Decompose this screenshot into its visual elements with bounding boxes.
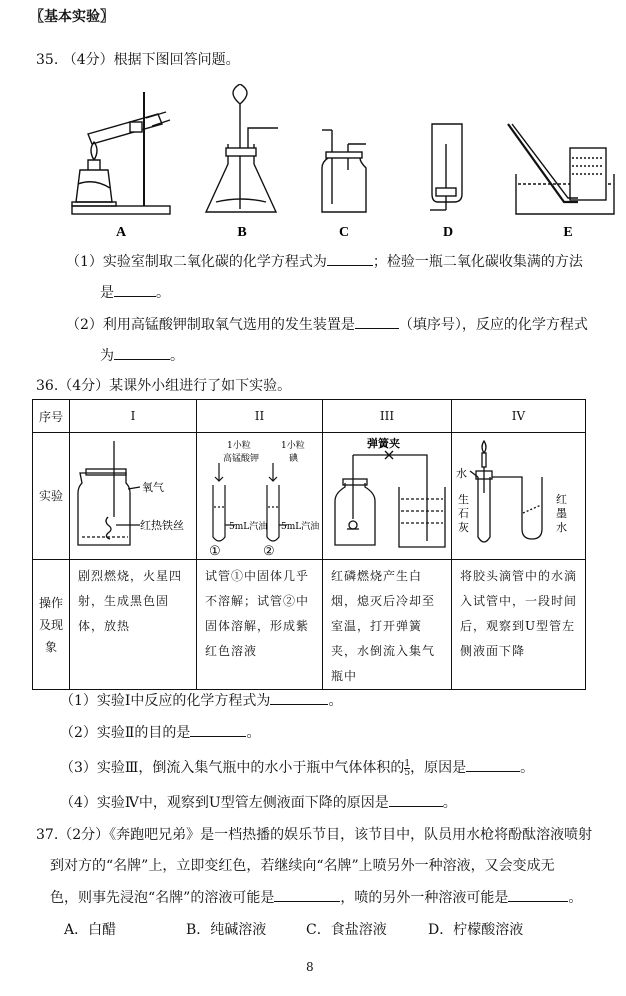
q36-p1-text-b: 。	[328, 693, 343, 709]
section-title: 〖基本实验〗	[30, 9, 114, 25]
exp-2-iodine-label: 碘	[289, 454, 299, 464]
q36-p3-text-a: （3）实验Ⅲ，倒流入集气瓶中的水小于瓶中气体体积的	[60, 760, 405, 776]
q35-part1-line2	[100, 282, 170, 303]
exp-4-lime-label-3: 灰	[458, 521, 469, 534]
header-seq: 序号	[33, 400, 70, 433]
q37-text-c: 。	[568, 890, 583, 906]
q36-stem: 36.（4分）某课外小组进行了如下实验。	[36, 378, 292, 394]
q35-p2-text-c: 为	[100, 348, 114, 364]
row-label-experiment: 实验	[33, 433, 70, 560]
exp-3-phosphorus-figure	[323, 433, 451, 556]
exp-2-figure-cell	[197, 433, 323, 560]
exp-4-lime-water-figure	[452, 433, 585, 556]
answer-blank[interactable]	[114, 345, 170, 360]
answer-blank[interactable]	[274, 887, 340, 902]
exp-1-oxygen-label: 氧气	[142, 481, 164, 494]
exp-4-ink-label-1: 红	[556, 493, 567, 506]
exp-2-kmno4-label: 高锰酸钾	[223, 454, 260, 464]
header-col-2: II	[197, 400, 323, 433]
exp-1-figure-cell	[70, 433, 197, 560]
q36-part1	[60, 690, 342, 711]
row-label-operation	[33, 560, 70, 690]
q37-option-d[interactable]: D．柠檬酸溶液	[428, 922, 524, 938]
answer-blank[interactable]	[355, 314, 399, 329]
q35-part1-line1	[66, 251, 583, 272]
exp-2-oil1-label: 5mL汽油	[229, 522, 268, 532]
q36-p2-text-a: （2）实验Ⅱ的目的是	[60, 725, 191, 741]
q36-p3-text-c: 。	[520, 760, 535, 776]
q35-apparatus-figure	[66, 84, 626, 244]
q35-p1-text-a: （1）实验室制取二氧化碳的化学方程式为	[66, 254, 327, 270]
q37-option-b[interactable]: B．纯碱溶液	[186, 922, 267, 938]
row-label-op-2: 及现	[38, 617, 63, 632]
q35-p2-text-a: （2）利用高锰酸钾制取氧气选用的发生装置是	[66, 317, 355, 333]
answer-blank[interactable]	[190, 722, 246, 737]
q36-part3	[60, 757, 534, 778]
page-number: 8	[306, 960, 314, 974]
label-d: D	[442, 225, 454, 240]
label-e: E	[563, 225, 573, 240]
row-label-op-1: 操作	[38, 595, 63, 610]
header-col-4: IV	[452, 400, 586, 433]
q35-p2-text-b: （填序号），反应的化学方程式	[398, 317, 588, 333]
exp-2-solubility-figure	[197, 433, 322, 556]
exp-2-tube2-number: ②	[263, 544, 275, 556]
exp-2-oil2-label: 5mL汽油	[281, 522, 320, 532]
q36-p3-text-b: ，原因是	[410, 760, 467, 776]
op-cell-3: 红磷燃烧产生白烟，熄灭后冷却至室温，打开弹簧夹，水倒流入集气瓶中	[323, 560, 452, 690]
q35-p1-text-c: 是	[100, 285, 114, 301]
q37-line1: 37.（2分）《奔跑吧兄弟》是一档热播的娱乐节目，该节目中，队员用水枪将酚酞溶液喷射	[36, 827, 593, 843]
q36-p4-text-b: 。	[442, 795, 457, 811]
answer-blank[interactable]	[114, 282, 156, 297]
q37-text-b: ，喷的另外一种溶液可能是	[340, 890, 509, 906]
exp-4-lime-label-2: 石	[458, 507, 469, 520]
exp-4-ink-label-3: 水	[556, 521, 567, 534]
exp-3-figure-cell	[323, 433, 452, 560]
q35-part2-line2	[100, 345, 184, 366]
header-col-3: III	[323, 400, 452, 433]
op-cell-4: 将胶头滴管中的水滴入试管中，一段时间后，观察到U型管左侧液面下降	[452, 560, 586, 690]
header-col-1: I	[70, 400, 197, 433]
label-b: B	[237, 225, 247, 240]
q35-stem: 35. （4分）根据下图回答问题。	[36, 52, 240, 68]
q35-p1-text-d: 。	[156, 285, 170, 301]
q36-part4	[60, 792, 457, 813]
exp-1-iron-burning-figure	[70, 433, 196, 556]
q36-p4-text-a: （4）实验Ⅳ中，观察到U型管左侧液面下降的原因是	[60, 795, 389, 811]
q37-option-a[interactable]: A．白醋	[64, 922, 117, 938]
exp-1-wire-label: 红热铁丝	[140, 519, 184, 532]
q35-p2-text-d: 。	[170, 348, 184, 364]
fraction-numerator: 1	[404, 758, 411, 769]
q37-text-a: 色，则事先浸泡“名牌”的溶液可能是	[50, 890, 275, 906]
q36-part2	[60, 722, 260, 743]
row-label-op-3: 象	[44, 639, 57, 654]
exp-4-lime-label-1: 生	[458, 493, 469, 506]
exp-4-ink-label-2: 墨	[556, 507, 567, 520]
table-row-operation	[33, 560, 586, 690]
op-cell-2: 试管①中固体几乎不溶解；试管②中固体溶解，形成紫红色溶液	[197, 560, 323, 690]
exp-2-small1-label: 1小粒	[227, 441, 251, 451]
fraction-denominator: 5	[404, 767, 411, 778]
q36-experiment-table	[32, 399, 586, 690]
table-header-row	[33, 400, 586, 433]
exp-3-clamp-label: 弹簧夹	[367, 437, 400, 450]
answer-blank[interactable]	[327, 251, 373, 266]
exp-4-figure-cell	[452, 433, 586, 560]
label-c: C	[338, 225, 350, 240]
q35-part2-line1	[66, 314, 588, 335]
q37-line2: 到对方的“名牌”上，立即变红色，若继续向“名牌”上喷另外一种溶液，又会变成无	[50, 858, 555, 874]
q36-p1-text-a: （1）实验Ⅰ中反应的化学方程式为	[60, 693, 271, 709]
q35-p1-text-b: ；检验一瓶二氧化碳收集满的方法	[372, 254, 583, 270]
answer-blank[interactable]	[466, 757, 520, 772]
q37-line3	[50, 887, 582, 908]
op-cell-1: 剧烈燃烧，火星四射，生成黑色固体，放热	[70, 560, 197, 690]
answer-blank[interactable]	[270, 690, 328, 705]
answer-blank[interactable]	[508, 887, 568, 902]
q36-p2-text-b: 。	[246, 725, 261, 741]
answer-blank[interactable]	[389, 792, 443, 807]
exp-2-tube1-number: ①	[209, 544, 221, 556]
exp-4-water-label: 水	[456, 467, 467, 480]
table-row-experiment	[33, 433, 586, 560]
exp-2-small2-label: 1小粒	[281, 441, 305, 451]
label-a: A	[115, 225, 127, 240]
q37-option-c[interactable]: C．食盐溶液	[306, 922, 387, 938]
